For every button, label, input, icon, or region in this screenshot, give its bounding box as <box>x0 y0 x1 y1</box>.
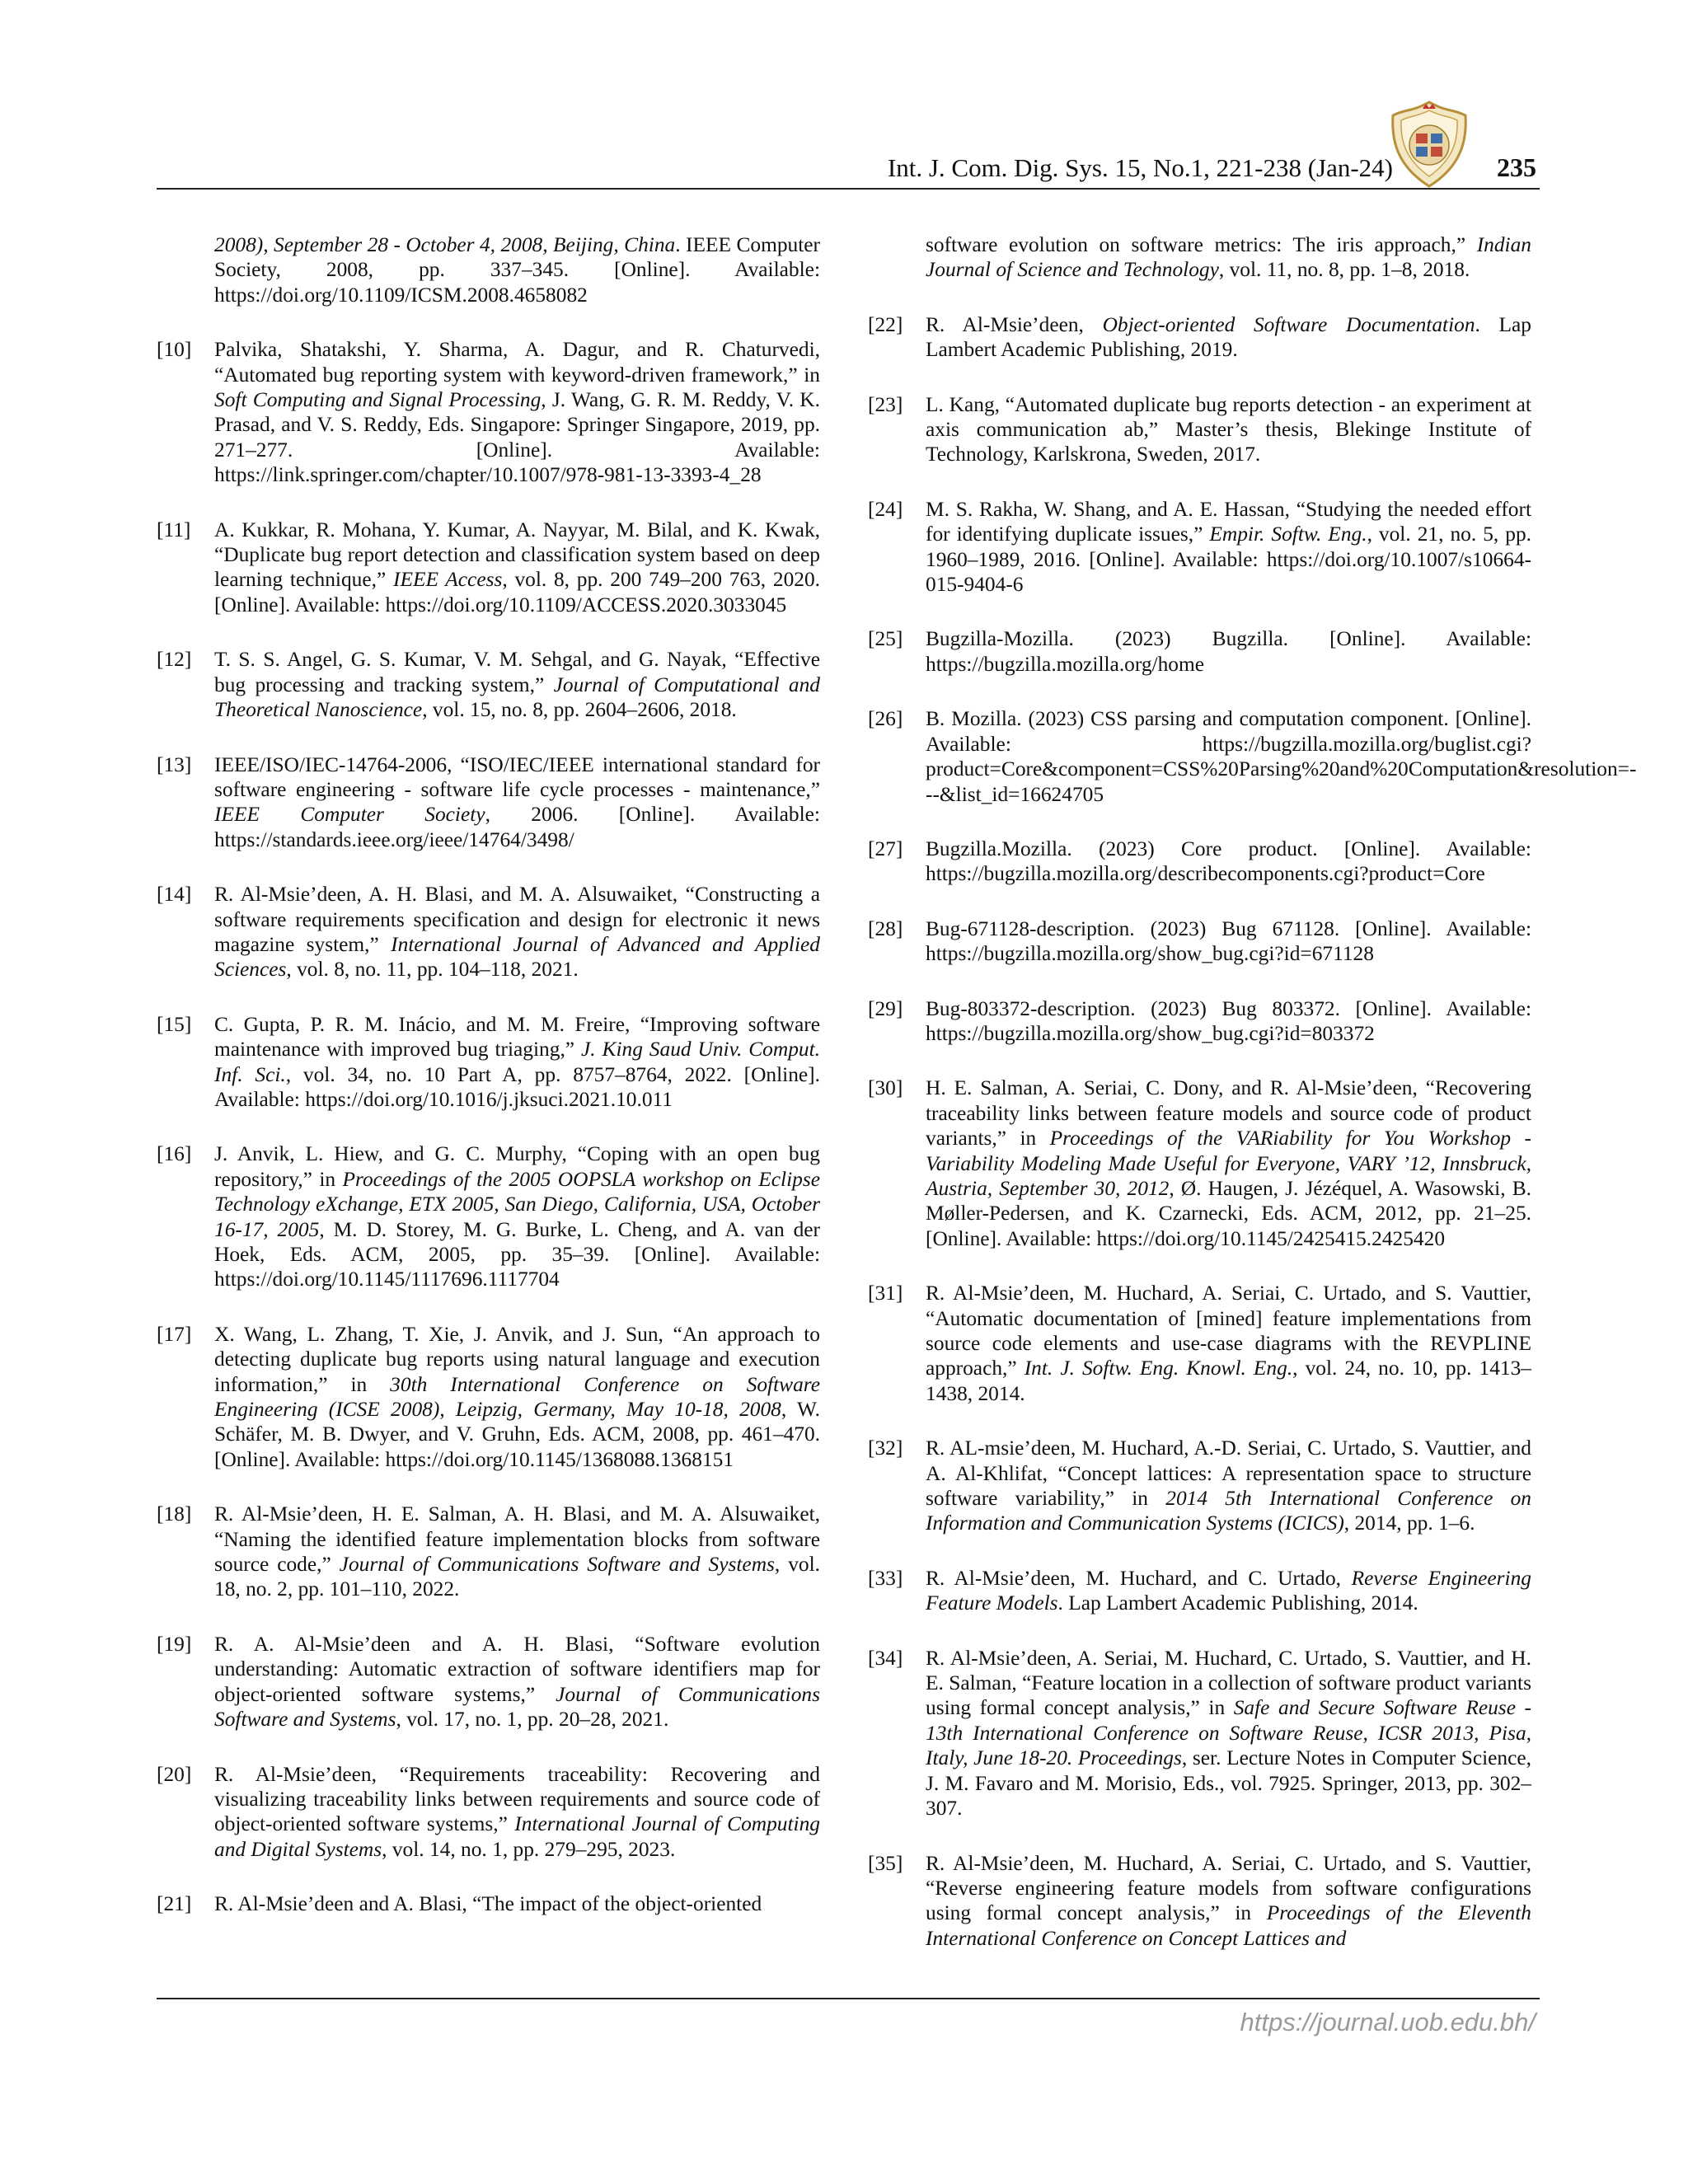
reference-entry <box>868 1436 1531 1536</box>
reference-venue-italic: Int. J. Softw. Eng. Knowl. Eng. <box>1024 1357 1293 1380</box>
reference-text-run: X. Wang, L. Zhang, T. Xie, J. Anvik, and J. Sun, “An approach to detecting duplicate bug reports using natural language and execution information,” in <box>214 1322 820 1396</box>
reference-number: [29] <box>868 996 903 1020</box>
reference-text-run: Bug-803372-description. (2023) Bug 803372. [Online]. Available: https://bugzilla.mozilla.org/show_bug.cgi?id=803372 <box>926 996 1531 1045</box>
reference-entry <box>157 1012 820 1113</box>
reference-text-run: A. Kukkar, R. Mohana, Y. Kumar, A. Nayyar, M. Bilal, and K. Kwak, “Duplicate bug report detection and classification system based on deep learning technique,” <box>214 518 820 592</box>
reference-number: [32] <box>868 1436 903 1460</box>
reference-venue-italic: J. King Saud Univ. Comput. Inf. Sci. <box>214 1038 820 1086</box>
reference-text-run: , vol. 11, no. 8, pp. 1–8, 2018. <box>1218 258 1470 282</box>
reference-text-run: T. S. S. Angel, G. S. Kumar, V. M. Sehgal, and G. Nayak, “Effective bug processing and tracking system,” <box>214 648 820 696</box>
reference-entry <box>157 518 820 618</box>
reference-text-run: R. Al-Msie’deen, A. H. Blasi, and M. A. Alsuwaiket, “Constructing a software requirements specification and design for electronic it news magazine system,” <box>214 883 820 956</box>
reference-entry <box>868 497 1531 598</box>
header-rule <box>157 188 1540 190</box>
reference-entry <box>868 1281 1531 1406</box>
reference-text <box>214 1502 820 1602</box>
reference-text <box>926 996 1531 1047</box>
reference-text <box>926 1646 1531 1821</box>
reference-entry <box>157 337 820 487</box>
reference-continuation <box>868 232 1531 283</box>
reference-number: [27] <box>868 837 903 860</box>
reference-text-run: C. Gupta, P. R. M. Inácio, and M. M. Freire, “Improving software maintenance with improved bug triaging,” <box>214 1012 820 1062</box>
reference-text-run: R. Al-Msie’deen, A. Seriai, M. Huchard, C. Urtado, S. Vauttier, and H. E. Salman, “Feature location in a collection of software product variants using formal concept analysis,” in <box>926 1646 1531 1720</box>
reference-text <box>926 1281 1531 1406</box>
reference-text <box>926 706 1637 807</box>
reference-entry <box>868 1566 1531 1616</box>
reference-text-run: . IEEE Computer Society, 2008, pp. 337–345. [Online]. Available: https://doi.org/10.1109/ICSM.2008.4658082 <box>214 233 820 307</box>
reference-text-run: R. Al-Msie’deen, <box>926 312 1103 336</box>
reference-number: [11] <box>157 518 191 541</box>
reference-text-run: , vol. 15, no. 8, pp. 2604–2606, 2018. <box>422 698 737 722</box>
references-right-column <box>868 232 1637 1980</box>
reference-entry <box>868 392 1531 467</box>
reference-number: [35] <box>868 1851 903 1875</box>
reference-text-run: R. Al-Msie’deen, M. Huchard, A. Seriai, C. Urtado, and S. Vauttier, “Reverse engineering feature models from software configurations using formal concept analysis,” in <box>926 1851 1531 1925</box>
reference-venue-italic: 30th International Conference on Software Engineering (ICSE 2008), Leipzig, Germany, May 10-18, 2008 <box>214 1372 820 1422</box>
reference-number: [30] <box>868 1076 903 1100</box>
reference-entry <box>157 752 820 853</box>
reference-venue-italic: Journal of Communications Software and Systems <box>339 1553 775 1577</box>
reference-text-run: IEEE/ISO/IEC-14764-2006, “ISO/IEC/IEEE international standard for software engineering - software life cycle processes - maintenance,” <box>214 752 820 801</box>
reference-text-run: , 2014, pp. 1–6. <box>1343 1511 1475 1535</box>
reference-text <box>214 647 820 722</box>
reference-continuation <box>157 232 820 307</box>
reference-text-run: , vol. 18, no. 2, pp. 101–110, 2022. <box>214 1553 820 1601</box>
reference-venue-italic: Object-oriented Software Documentation <box>1102 312 1475 336</box>
reference-number: [34] <box>868 1646 903 1670</box>
reference-venue-italic: Empir. Softw. Eng. <box>1209 523 1367 546</box>
reference-venue-italic: Reverse Engineering Feature Models <box>926 1566 1531 1615</box>
reference-entry <box>868 706 1637 807</box>
reference-text <box>926 1851 1531 1952</box>
reference-text-run: R. Al-Msie’deen, H. E. Salman, A. H. Blasi, and M. A. Alsuwaiket, “Naming the identified feature implementation blocks from software source code,” <box>214 1502 820 1577</box>
reference-entry <box>157 647 820 722</box>
reference-text-run: B. Mozilla. (2023) CSS parsing and computation component. [Online]. Available: https://bugzilla.mozilla.org/buglist.cgi?product=Core&component=CSS%20Parsing%20and%20Computation&resolution=---&list_id=16624705 <box>926 707 1637 806</box>
reference-text <box>214 232 820 307</box>
reference-text <box>926 1566 1531 1616</box>
reference-text-run: , 2006. [Online]. Available: https://standards.ieee.org/ieee/14764/3498/ <box>214 803 820 851</box>
reference-text-run: , vol. 21, no. 5, pp. 1960–1989, 2016. [Online]. Available: https://doi.org/10.1007/s10664-015-9404-6 <box>926 523 1531 597</box>
reference-entry <box>868 837 1531 887</box>
reference-entry <box>157 1632 820 1732</box>
reference-number: [22] <box>868 312 903 336</box>
reference-text-run: R. Al-Msie’deen, M. Huchard, A. Seriai, C. Urtado, and S. Vauttier, “Automatic documentation of [mined] feature implementations from source code elements and use-case diagrams with the REVPLINE approach,” <box>926 1282 1531 1380</box>
reference-text-run: R. Al-Msie’deen, M. Huchard, and C. Urtado, <box>926 1566 1352 1590</box>
reference-text-run: , W. Schäfer, M. B. Dwyer, and V. Gruhn, Eds. ACM, 2008, pp. 461–470. [Online]. Available: https://doi.org/10.1145/1368088.1368151 <box>214 1398 820 1471</box>
reference-number: [19] <box>157 1632 192 1656</box>
reference-text-run: H. E. Salman, A. Seriai, C. Dony, and R. Al-Msie’deen, “Recovering traceability links between feature models and source code of product variants,” in <box>926 1076 1531 1151</box>
reference-text <box>926 312 1531 363</box>
reference-number: [24] <box>868 497 903 521</box>
reference-text <box>214 1012 820 1113</box>
reference-entry <box>868 1076 1531 1251</box>
reference-text-run: , M. D. Storey, M. G. Burke, L. Cheng, and A. van der Hoek, Eds. ACM, 2005, pp. 35–39. [Online]. Available: https://doi.org/10.1145/1117696.1117704 <box>214 1217 820 1291</box>
reference-text-run: . Lap Lambert Academic Publishing, 2019. <box>926 312 1531 362</box>
reference-venue-italic: Safe and Secure Software Reuse - 13th International Conference on Software Reuse, ICSR 2013, Pisa, Italy, June 18-20. Proceedings <box>926 1696 1531 1770</box>
reference-text <box>926 392 1531 467</box>
reference-number: [18] <box>157 1502 192 1526</box>
reference-entry <box>157 1891 820 1916</box>
reference-text <box>214 518 820 618</box>
reference-number: [21] <box>157 1892 192 1916</box>
reference-text-run: , vol. 14, no. 1, pp. 279–295, 2023. <box>382 1837 676 1861</box>
reference-text <box>214 337 820 487</box>
reference-entry <box>868 1646 1531 1821</box>
reference-entry <box>868 312 1531 363</box>
reference-number: [31] <box>868 1282 903 1305</box>
reference-text <box>214 1141 820 1291</box>
reference-text-run: , vol. 34, no. 10 Part A, pp. 8757–8764, 2022. [Online]. Available: https://doi.org/10.1016/j.jksuci.2021.10.011 <box>214 1062 820 1111</box>
reference-venue-italic: IEEE Computer Society <box>214 803 485 827</box>
reference-text-run: Bug-671128-description. (2023) Bug 671128. [Online]. Available: https://bugzilla.mozilla.org/show_bug.cgi?id=671128 <box>926 916 1531 966</box>
reference-entry <box>868 1851 1531 1952</box>
reference-text <box>214 1762 820 1863</box>
reference-text-run: M. S. Rakha, W. Shang, and A. E. Hassan, “Studying the needed effort for identifying duplicate issues,” <box>926 497 1531 546</box>
reference-entry <box>157 1502 820 1602</box>
reference-entry <box>157 882 820 982</box>
reference-text <box>926 837 1531 887</box>
reference-text <box>214 882 820 982</box>
reference-number: [14] <box>157 883 192 907</box>
reference-text-run: R. Al-Msie’deen and A. Blasi, “The impact of the object-oriented <box>214 1892 762 1916</box>
footer-rule <box>157 1998 1540 1999</box>
reference-entry <box>157 1762 820 1863</box>
reference-text-run: J. Anvik, L. Hiew, and G. C. Murphy, “Coping with an open bug repository,” in <box>214 1142 820 1191</box>
reference-number: [23] <box>868 392 903 416</box>
reference-text <box>214 752 820 853</box>
reference-text-run: L. Kang, “Automated duplicate bug reports detection - an experiment at axis communication ab,” Master’s thesis, Blekinge Institute of Technology, Karlskrona, Sweden, 2017. <box>926 392 1531 466</box>
reference-text <box>926 626 1531 677</box>
reference-number: [20] <box>157 1762 192 1786</box>
reference-text <box>926 1076 1531 1251</box>
reference-text-run: , Ø. Haugen, J. Jézéquel, A. Wasowski, B. Møller-Pedersen, and K. Czarnecki, Eds. ACM, 2012, pp. 21–25. [Online]. Available: https://doi.org/10.1145/2425415.2425420 <box>926 1176 1531 1250</box>
reference-number: [13] <box>157 752 192 776</box>
reference-venue-italic: International Journal of Computing and Digital Systems <box>214 1812 820 1861</box>
reference-text-run: R. A. Al-Msie’deen and A. H. Blasi, “Software evolution understanding: Automatic extraction of software identifiers map for object-oriented software systems,” <box>214 1632 820 1706</box>
reference-entry <box>157 1141 820 1291</box>
reference-text <box>926 1436 1531 1536</box>
reference-venue-italic: Proceedings of the 2005 OOPSLA workshop on Eclipse Technology eXchange, ETX 2005, San Diego, California, USA, October 16-17, 2005 <box>214 1167 820 1241</box>
journal-url: https://journal.uob.edu.bh/ <box>1240 2008 1536 2036</box>
reference-text <box>926 497 1531 598</box>
reference-venue-italic: Soft Computing and Signal Processing <box>214 388 542 412</box>
reference-number: [33] <box>868 1566 903 1590</box>
reference-number: [12] <box>157 648 192 672</box>
reference-number: [10] <box>157 338 192 362</box>
reference-text <box>214 1632 820 1732</box>
reference-text-run: software evolution on software metrics: The iris approach,” <box>926 233 1477 256</box>
reference-entry <box>868 996 1531 1047</box>
running-header <box>157 153 1541 190</box>
reference-venue-italic: IEEE Access <box>393 568 503 592</box>
reference-entry <box>868 626 1531 677</box>
reference-number: [15] <box>157 1012 192 1036</box>
reference-venue-italic: Indian Journal of Science and Technology <box>926 233 1531 282</box>
reference-number: [28] <box>868 916 903 940</box>
reference-text <box>926 232 1531 283</box>
reference-number: [26] <box>868 707 903 731</box>
reference-text-run: Palvika, Shatakshi, Y. Sharma, A. Dagur, and R. Chaturvedi, “Automated bug reporting system with keyword-driven framework,” in <box>214 338 820 387</box>
reference-text <box>926 916 1531 967</box>
page-number: 235 <box>1497 152 1536 182</box>
reference-venue-italic: Journal of Computational and Theoretical Nanoscience <box>214 673 820 722</box>
journal-citation: Int. J. Com. Dig. Sys. 15, No.1, 221-238 (Jan-24) <box>887 153 1393 182</box>
reference-text-run: , ser. Lecture Notes in Computer Science, J. M. Favaro and M. Morisio, Eds., vol. 7925. Springer, 2013, pp. 302–307. <box>926 1746 1531 1821</box>
reference-text-run: R. AL-msie’deen, M. Huchard, A.-D. Seriai, C. Urtado, S. Vauttier, and A. Al-Khlifat, “Concept lattices: A representation space to structure software variability,” in <box>926 1436 1531 1511</box>
reference-entry <box>157 1322 820 1472</box>
reference-text <box>214 1891 820 1916</box>
reference-text-run: , vol. 17, no. 1, pp. 20–28, 2021. <box>396 1708 669 1732</box>
reference-text-run: , vol. 24, no. 10, pp. 1413–1438, 2014. <box>926 1357 1532 1405</box>
reference-text-run: Bugzilla-Mozilla. (2023) Bugzilla. [Online]. Available: https://bugzilla.mozilla.org/home <box>926 627 1531 676</box>
reference-number: [17] <box>157 1322 192 1346</box>
reference-venue-italic: Journal of Communications Software and Systems <box>214 1682 820 1732</box>
reference-text-run: , vol. 8, pp. 200 749–200 763, 2020. [Online]. Available: https://doi.org/10.1109/ACCESS.2020.3033045 <box>214 568 820 616</box>
reference-venue-italic: Proceedings of the Eleventh International Conference on Concept Lattices and <box>926 1901 1531 1950</box>
reference-venue-italic: 2014 5th International Conference on Information and Communication Systems (ICICS) <box>926 1487 1531 1535</box>
reference-text-run: Bugzilla.Mozilla. (2023) Core product. [Online]. Available: https://bugzilla.mozilla.org/describecomponents.cgi?product=Core <box>926 837 1531 886</box>
reference-venue-italic: Proceedings of the VARiability for You Workshop - Variability Modeling Made Useful for Everyone, VARY ’12, Innsbruck, Austria, September 30, 2012 <box>926 1127 1531 1200</box>
reference-text-run: R. Al-Msie’deen, “Requirements traceability: Recovering and visualizing traceability links between requirements and source code of object-oriented software systems,” <box>214 1762 820 1836</box>
university-seal-logo <box>1386 101 1472 190</box>
reference-text-run: , vol. 8, no. 11, pp. 104–118, 2021. <box>286 958 579 982</box>
reference-venue-italic: International Journal of Advanced and Applied Sciences <box>214 932 820 982</box>
references-left-column <box>157 232 820 1947</box>
reference-text-run: , J. Wang, G. R. M. Reddy, V. K. Prasad, and V. S. Reddy, Eds. Singapore: Springer Singapore, 2019, pp. 271–277. [Online]. Available: https://link.springer.com/chapter/10.1007/978-981-13-3393-4_28 <box>214 388 820 487</box>
reference-text <box>214 1322 820 1472</box>
reference-number: [25] <box>868 627 903 651</box>
reference-entry <box>868 916 1531 967</box>
reference-text-run: . Lap Lambert Academic Publishing, 2014. <box>1057 1591 1418 1615</box>
reference-venue-italic: 2008), September 28 - October 4, 2008, Beijing, China <box>214 233 676 256</box>
reference-number: [16] <box>157 1142 192 1166</box>
